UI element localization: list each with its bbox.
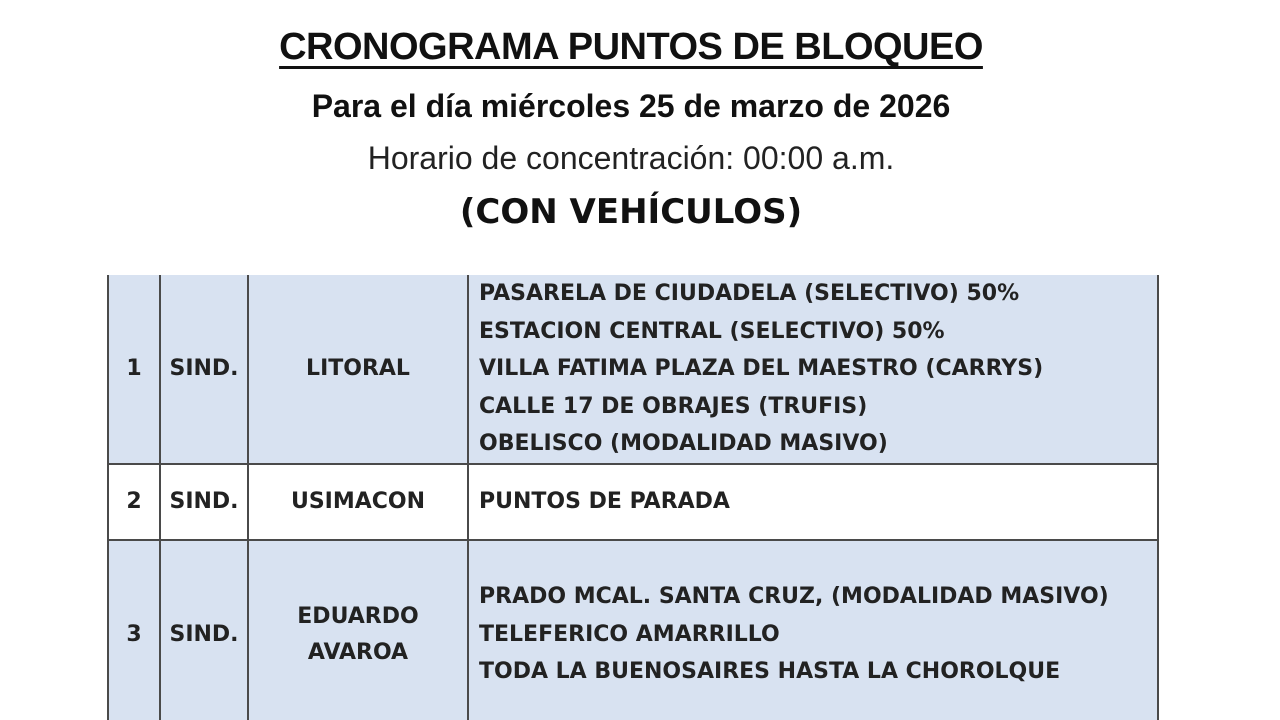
point-item: OBELISCO (MODALIDAD MASIVO) bbox=[479, 431, 888, 456]
organization-line: EDUARDO bbox=[297, 603, 419, 629]
document-title bbox=[0, 26, 1262, 69]
row-organization: LITORAL bbox=[248, 275, 468, 464]
document-title-text: CRONOGRAMA PUNTOS DE BLOQUEO bbox=[279, 26, 983, 68]
point-item: TELEFERICO AMARRILLO bbox=[479, 621, 780, 647]
row-organization bbox=[248, 540, 468, 720]
row-type: SIND. bbox=[160, 540, 248, 720]
point-item: PUNTOS DE PARADA bbox=[479, 488, 730, 514]
point-item: PRADO MCAL. SANTA CRUZ, (MODALIDAD MASIVO) bbox=[479, 584, 1109, 610]
table-row bbox=[108, 464, 1158, 540]
row-number: 2 bbox=[108, 464, 160, 540]
row-points bbox=[468, 464, 1158, 540]
date-line: Para el día miércoles 25 de marzo de 2026 bbox=[311, 88, 951, 124]
row-type: SIND. bbox=[160, 464, 248, 540]
point-item: CALLE 17 DE OBRAJES (TRUFIS) bbox=[479, 393, 868, 419]
organization-line: AVAROA bbox=[307, 639, 409, 665]
point-item: PASARELA DE CIUDADELA (SELECTIVO) 50% bbox=[479, 281, 1020, 306]
row-number: 3 bbox=[108, 540, 160, 720]
point-item: ESTACION CENTRAL (SELECTIVO) 50% bbox=[479, 318, 945, 344]
table-row bbox=[108, 275, 1158, 464]
row-number: 1 bbox=[108, 275, 160, 464]
point-item: TODA LA BUENOSAIRES HASTA LA CHOROLQUE bbox=[479, 659, 1061, 685]
row-points bbox=[468, 275, 1158, 464]
point-item: VILLA FATIMA PLAZA DEL MAESTRO (CARRYS) bbox=[479, 356, 1044, 381]
row-organization: USIMACON bbox=[248, 464, 468, 540]
table-row bbox=[108, 540, 1158, 720]
row-type: SIND. bbox=[160, 275, 248, 464]
schedule-line: Horario de concentración: 00:00 a.m. bbox=[367, 140, 895, 176]
blockade-table bbox=[107, 275, 1159, 720]
row-points bbox=[468, 540, 1158, 720]
mode-line: (CON VEHÍCULOS) bbox=[459, 192, 803, 232]
